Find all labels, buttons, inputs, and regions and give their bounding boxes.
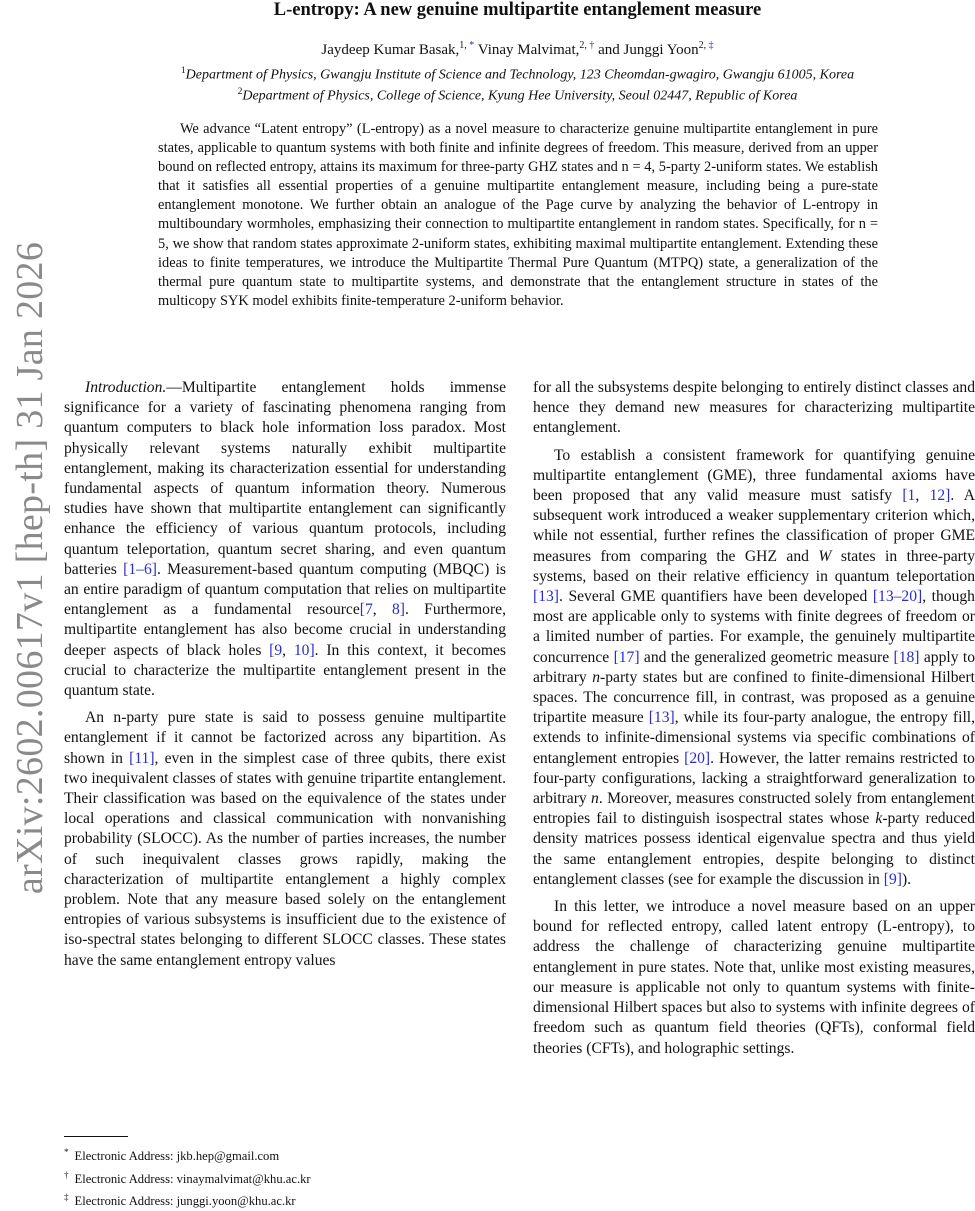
citation-link[interactable]: [9 — [269, 641, 283, 659]
author-separator: and — [594, 42, 624, 58]
intro-paragraph — [64, 378, 506, 701]
body-text: . A subsequent work introduced a weaker supplementary criterion which, while not essential, further refines the classification of proper GME measures from comparing the GHZ and — [533, 487, 975, 565]
body-text: —Multipartite entanglement holds immense significance for a variety of fascinating phenomena ranging from quantum computers to black hole information loss paradox. Most physically relevant systems naturally exhibit multipartite entanglement, making its characterization essential for understanding fundamental aspects of quantum information theory. Numerous studies have shown that multipartite entanglement can significantly enhance the efficiency of various quantum protocols, including quantum teleportation, quantum secret sharing, and even quantum batteries — [64, 379, 506, 578]
author-name: Jaydeep Kumar Basak, — [321, 42, 460, 58]
body-paragraph — [533, 446, 975, 890]
affiliation-text: Department of Physics, Gwangju Institute of Science and Technology, 123 Cheomdan-gwagiro, Gwangju 61005, Korea — [185, 67, 855, 83]
body-text: -party reduced density matrices possess identical eigenvalue spectra and thus yield the same entanglement entropies, despite belonging to distinct entanglement classes (see for example the discussion in — [533, 810, 975, 888]
left-column — [64, 378, 506, 978]
affiliation-2 — [70, 87, 965, 105]
author-affiliation-number: 1, — [459, 40, 467, 51]
citation-link[interactable]: [7 — [359, 601, 373, 619]
body-text: and the generalized geometric measure — [639, 648, 894, 666]
citation-link[interactable]: 10] — [293, 641, 315, 659]
citation-link[interactable]: 8] — [391, 601, 405, 619]
arxiv-sidebar-stamp — [8, 241, 52, 895]
math-symbol: W — [818, 547, 832, 565]
citation-link[interactable]: [1–6] — [123, 560, 157, 578]
citation-link[interactable]: [18] — [893, 648, 920, 666]
footnote-item — [64, 1188, 504, 1211]
body-text: . Measurement-based quantum computing (MBQC) is an entire paradigm of quantum computation that relies on multipartite entanglement as a fundamental resource — [64, 560, 507, 619]
citation-link[interactable]: 12] — [929, 487, 951, 505]
citation-link[interactable]: [9] — [883, 870, 902, 888]
footnote-text: Electronic Address: junggi.yoon@khu.ac.kr — [74, 1194, 296, 1209]
affiliation-number: 1 — [180, 66, 186, 76]
citation-separator: , — [915, 487, 930, 505]
footnote-mark: ‡ — [64, 1192, 69, 1203]
body-text: . In this context, it becomes crucial to characterize the multipartite entanglement present in the quantum state. — [64, 641, 507, 700]
body-paragraph-continued: for all the subsystems despite belonging to entirely distinct classes and hence they demand new measures for characterizing multipartite entanglement. — [533, 379, 975, 437]
body-text: , even in the simplest case of three qubits, there exist two inequivalent classes of states with genuine tripartite entanglement. Their classification was based on the equivalence of the states under local operations and classical communication with nonvanishing probability (SLOCC). As the number of parties increases, the number of such inequivalent classes grows rapidly, making the characterization of multipartite entanglement a highly complex problem. Note that any measure based solely on the entanglement entropies of various subsystems is insufficient due to the existence of iso-spectral states belonging to different SLOCC classes. These states have the same entanglement entropy values — [64, 749, 506, 969]
citation-separator: , — [282, 641, 294, 659]
citation-link[interactable]: [1 — [902, 487, 916, 505]
citation-link[interactable]: [11] — [129, 749, 155, 767]
body-text: . However, the latter remains restricted to four-party configurations, lacking a straightforward generalization to arbitrary — [533, 749, 975, 808]
footnote-item — [64, 1143, 504, 1166]
footnote-link[interactable]: † — [589, 40, 595, 51]
affiliation-text: Department of Physics, College of Science, Kyung Hee University, Seoul 02447, Republic of Korea — [242, 88, 798, 104]
footnote-divider — [64, 1136, 128, 1137]
arxiv-identifier: arXiv:2602.00617v1 [hep-th] 31 Jan 2026 — [9, 241, 52, 895]
footnote-link[interactable]: * — [469, 40, 475, 51]
body-text: ). — [901, 870, 912, 888]
math-symbol: k — [875, 810, 883, 828]
citation-link[interactable]: [13] — [533, 588, 559, 606]
footnote-item — [64, 1166, 504, 1189]
citation-link[interactable]: [13–20] — [872, 588, 923, 606]
body-text: , though most are applicable only to systems with finite degrees of freedom or a limited number of parties. For example, the genuinely multipartite concurrence — [533, 588, 975, 666]
author-name: Junggi Yoon — [623, 42, 699, 58]
math-symbol: n — [592, 668, 601, 686]
body-text: . Several GME quantifiers have been developed — [558, 588, 873, 606]
body-text: . Moreover, measures constructed solely from entanglement entropies fail to distinguish isospectral states whose — [533, 790, 975, 828]
abstract: We advance “Latent entropy” (L-entropy) as a novel measure to characterize genuine multipartite entanglement in pure states, applicable to quantum systems with both finite and infinite degrees of freedom. This measure, derived from an upper bound on reflected entropy, attains its maximum for three-party GHZ states and n = 4, 5-party 2-uniform states. We establish that it satisfies all essential properties of a genuine multipartite entanglement measure, including being a pure-state entanglement monotone. We further obtain an analogue of the Page curve by analyzing the behavior of L-entropy in multiboundary wormholes, emphasizing their connection to multipartite entanglement in random states. Specifically, for n = 5, we show that random states approximate 2-uniform states, exhibiting maximal multipartite entanglement. Extending these ideas to finite temperatures, we introduce the Multipartite Thermal Pure Quantum (MTPQ) state, a generalization of the thermal pure quantum state to multipartite systems, and demonstrate that the entanglement structure in states of the multicopy SYK model exhibits finite-temperature 2-uniform behavior. — [158, 121, 878, 309]
citation-link[interactable]: [20] — [684, 749, 711, 767]
affiliation-1 — [70, 66, 965, 84]
body-text: -party states but are confined to finite-dimensional Hilbert spaces. The concurrence fill, in contrast, was proposed as a genuine tripartite measure — [533, 668, 975, 727]
footnote-mark: † — [64, 1169, 69, 1180]
body-paragraph: In this letter, we introduce a novel measure based on an upper bound for reflected entropy, called latent entropy (L-entropy), to address the challenge of characterizing genuine multipartite entanglement in pure states. Note that, unlike most existing measures, our measure is applicable not only to quantum systems with finite-dimensional Hilbert spaces but also to systems with infinite degrees of freedom such as quantum field theories (QFTs), conformal field theories (CFTs), and holographic settings. — [533, 898, 975, 1057]
footnotes — [64, 1143, 504, 1211]
citation-separator: , — [372, 601, 392, 619]
citation-link[interactable]: [17] — [613, 648, 640, 666]
footnote-text: Electronic Address: vinaymalvimat@khu.ac.kr — [74, 1171, 311, 1186]
body-text: , while its four-party analogue, the entropy fill, extends to infinite-dimensional systems via specific combinations of entanglement entropies — [533, 709, 975, 767]
author-list — [100, 40, 935, 59]
citation-link[interactable]: [13] — [648, 709, 675, 727]
body-text: apply to arbitrary — [533, 648, 975, 686]
body-text: To establish a consistent framework for quantifying genuine multipartite entanglement (GME), three fundamental axioms have been proposed that any valid measure must satisfy — [533, 446, 975, 505]
body-text: states in three-party systems, based on their relative efficiency in quantum teleportation — [533, 547, 975, 585]
footnote-link[interactable]: ‡ — [708, 40, 714, 51]
affiliation-number: 2 — [237, 87, 243, 97]
paper-title: L-entropy: A new genuine multipartite entanglement measure — [273, 0, 762, 20]
math-symbol: n — [591, 790, 599, 808]
body-text: . Furthermore, multipartite entanglement has also become crucial in understanding deeper aspects of black holes — [64, 601, 506, 659]
footnote-mark: * — [64, 1147, 69, 1157]
body-text: An n-party pure state is said to possess genuine multipartite entanglement if it cannot be factorized across any bipartition. As shown in — [64, 709, 506, 767]
author-name: Vinay Malvimat, — [477, 42, 580, 58]
section-lead: Introduction. — [85, 379, 167, 396]
footnote-text: Electronic Address: jkb.hep@gmail.com — [74, 1149, 280, 1164]
right-column — [533, 378, 975, 1066]
author-affiliation-number: 2, — [698, 40, 707, 51]
author-affiliation-number: 2, — [579, 40, 587, 51]
body-paragraph — [64, 708, 506, 971]
